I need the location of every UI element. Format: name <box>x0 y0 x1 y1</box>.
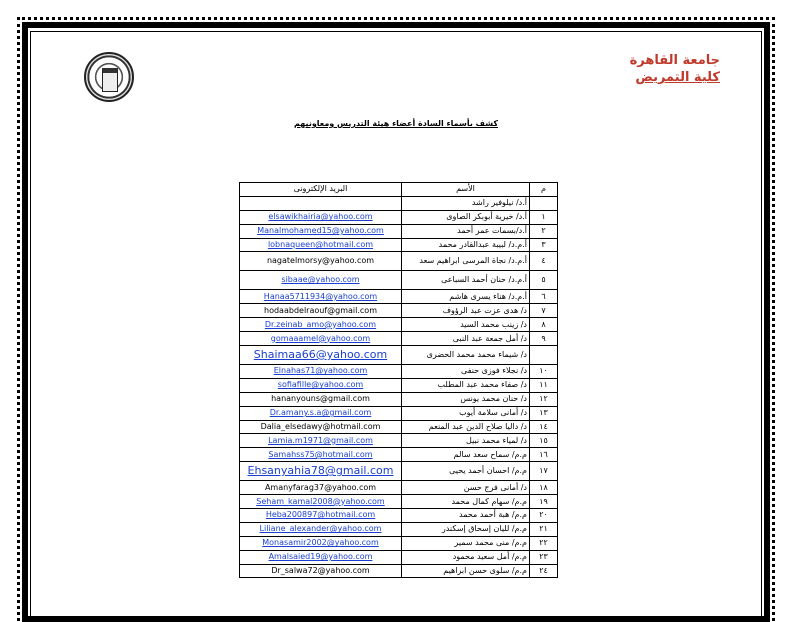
table-row <box>240 420 558 434</box>
number-cell: ١٣ <box>530 406 558 420</box>
table-row <box>240 318 558 332</box>
email-link[interactable]: Shaimaa66@yahoo.com <box>240 346 402 365</box>
email-link[interactable]: Hanaa5711934@yahoo.com <box>240 290 402 304</box>
table-row <box>240 224 558 238</box>
email-link[interactable]: sofiafille@yahoo.com <box>240 378 402 392</box>
number-cell <box>530 346 558 365</box>
number-cell: ١٦ <box>530 448 558 462</box>
number-cell: ١٧ <box>530 462 558 481</box>
name-cell: أ.م.د/ نجاة المرسى ابراهيم سعد <box>402 252 530 271</box>
number-cell: ٢٣ <box>530 550 558 564</box>
name-column-header: الأسم <box>402 183 530 197</box>
table-row <box>240 378 558 392</box>
table-row <box>240 462 558 481</box>
number-cell: ٤ <box>530 252 558 271</box>
name-cell: د/ أمانى سلامة أيوب <box>402 406 530 420</box>
name-cell: د/ نجلاء فوزى حنفى <box>402 365 530 379</box>
name-cell: م.م/ لليان إسحاق إسكندر <box>402 522 530 536</box>
table-row <box>240 550 558 564</box>
name-cell: أ.م.د/ هناء يسرى هاشم <box>402 290 530 304</box>
number-cell <box>530 196 558 210</box>
table-row <box>240 448 558 462</box>
number-cell: ٢٤ <box>530 564 558 578</box>
number-cell: ١٢ <box>530 392 558 406</box>
faculty-name: كلية التمريض <box>635 70 720 85</box>
table-row <box>240 210 558 224</box>
name-cell: م.م/ احسان أحمد يحيى <box>402 462 530 481</box>
email-link[interactable]: Manalmohamed15@yahoo.com <box>240 224 402 238</box>
university-name: جامعة القاهرة <box>629 53 720 68</box>
table-body <box>240 196 558 578</box>
email-link[interactable]: gomaaamel@yahoo.com <box>240 332 402 346</box>
email-link[interactable]: Monasamir2002@yahoo.com <box>240 536 402 550</box>
number-cell: ٩ <box>530 332 558 346</box>
name-cell: أ.د/ خيرية أبوبكر الصاوى <box>402 210 530 224</box>
email-link[interactable]: Seham_kamal2008@yahoo.com <box>240 495 402 509</box>
name-cell: م.م/ سماح سعد سالم <box>402 448 530 462</box>
name-cell: أ.م.د/ لبيبة عبدالقادر محمد <box>402 238 530 252</box>
number-column-header: م <box>530 183 558 197</box>
email-link[interactable]: Liliane_alexander@yahoo.com <box>240 522 402 536</box>
table-header-row <box>240 183 558 197</box>
name-cell: م.م/ سلوى حسن ابراهيم <box>402 564 530 578</box>
email-cell: nagatelmorsy@yahoo.com <box>240 252 402 271</box>
number-cell: ٢٢ <box>530 536 558 550</box>
name-cell: د/ زينب محمد السيد <box>402 318 530 332</box>
number-cell: ٣ <box>530 238 558 252</box>
table-row <box>240 509 558 523</box>
number-cell: ٢ <box>530 224 558 238</box>
table-row <box>240 271 558 290</box>
number-cell: ١١ <box>530 378 558 392</box>
number-cell: ٦ <box>530 290 558 304</box>
email-link[interactable]: Amalsaied19@yahoo.com <box>240 550 402 564</box>
name-cell: د/ صفاء محمد عبد المطلب <box>402 378 530 392</box>
number-cell: ٢٠ <box>530 509 558 523</box>
table-row <box>240 238 558 252</box>
number-cell: ١٠ <box>530 365 558 379</box>
number-cell: ١٩ <box>530 495 558 509</box>
name-cell: د/ شيماء محمد محمد الحضرى <box>402 346 530 365</box>
seal-emblem-icon <box>102 68 118 92</box>
name-cell: د/ حنان محمد يونس <box>402 392 530 406</box>
table-row <box>240 522 558 536</box>
email-link[interactable]: sibaae@yahoo.com <box>240 271 402 290</box>
table-row <box>240 536 558 550</box>
name-cell: أ.م.د/ حنان أحمد السباعى <box>402 271 530 290</box>
name-cell: د/ داليا صلاح الدين عبد المنعم <box>402 420 530 434</box>
number-cell: ٢١ <box>530 522 558 536</box>
table-row <box>240 346 558 365</box>
email-link[interactable]: elsawikhairia@yahoo.com <box>240 210 402 224</box>
email-column-header: البريد الإلكترونى <box>240 183 402 197</box>
name-cell: م.م/ منى محمد سمير <box>402 536 530 550</box>
number-cell: ١ <box>530 210 558 224</box>
email-link[interactable]: Heba200897@hotmail.com <box>240 509 402 523</box>
table-row <box>240 365 558 379</box>
table-row <box>240 495 558 509</box>
university-seal-logo <box>84 52 134 102</box>
table-row <box>240 481 558 495</box>
table-row <box>240 304 558 318</box>
university-header <box>630 52 720 86</box>
email-link[interactable]: Samahss75@hotmail.com <box>240 448 402 462</box>
table-row <box>240 392 558 406</box>
number-cell: ٨ <box>530 318 558 332</box>
number-cell: ١٥ <box>530 434 558 448</box>
email-link[interactable]: Ehsanyahia78@gmail.com <box>240 462 402 481</box>
name-cell: أ.د/بسمات عمر أحمد <box>402 224 530 238</box>
email-cell: hodaabdelraouf@gmail.com <box>240 304 402 318</box>
email-cell: Dalia_elsedawy@hotmail.com <box>240 420 402 434</box>
number-cell: ٧ <box>530 304 558 318</box>
table-row <box>240 196 558 210</box>
document-title-text: كشف بأسماء السادة أعضاء هيئة التدريس ومعاونيهم <box>294 119 498 128</box>
name-cell: م.م/ أمل سعيد محمود <box>402 550 530 564</box>
table-row <box>240 564 558 578</box>
document-title <box>0 119 792 128</box>
staff-email-table <box>239 182 558 578</box>
name-cell: د/ أمل جمعة عبد النبى <box>402 332 530 346</box>
number-cell: ١٨ <box>530 481 558 495</box>
table-row <box>240 290 558 304</box>
email-cell <box>240 196 402 210</box>
email-link[interactable]: Dr.zeinab_amo@yahoo.com <box>240 318 402 332</box>
number-cell: ١٤ <box>530 420 558 434</box>
email-link[interactable]: Elnahas71@yahoo.com <box>240 365 402 379</box>
email-link[interactable]: Lamia.m1971@gmail.com <box>240 434 402 448</box>
email-link[interactable]: lobnaqueen@hotmail.com <box>240 238 402 252</box>
email-cell: hananyouns@gmail.com <box>240 392 402 406</box>
name-cell: د/ هدى عزت عبد الرؤوف <box>402 304 530 318</box>
name-cell: م.م/ هبة أحمد محمد <box>402 509 530 523</box>
name-cell: د/ أمانى فرج حسن <box>402 481 530 495</box>
table-row <box>240 252 558 271</box>
number-cell: ٥ <box>530 271 558 290</box>
email-cell: Amanyfarag37@yahoo.com <box>240 481 402 495</box>
email-link[interactable]: Dr.amany.s.a@gmail.com <box>240 406 402 420</box>
name-cell: أ.د/ نيلوفير راشد <box>402 196 530 210</box>
table-row <box>240 332 558 346</box>
table-row <box>240 434 558 448</box>
email-cell: Dr_salwa72@yahoo.com <box>240 564 402 578</box>
name-cell: م.م/ سهام كمال محمد <box>402 495 530 509</box>
table-row <box>240 406 558 420</box>
name-cell: د/ لمياء محمد نبيل <box>402 434 530 448</box>
